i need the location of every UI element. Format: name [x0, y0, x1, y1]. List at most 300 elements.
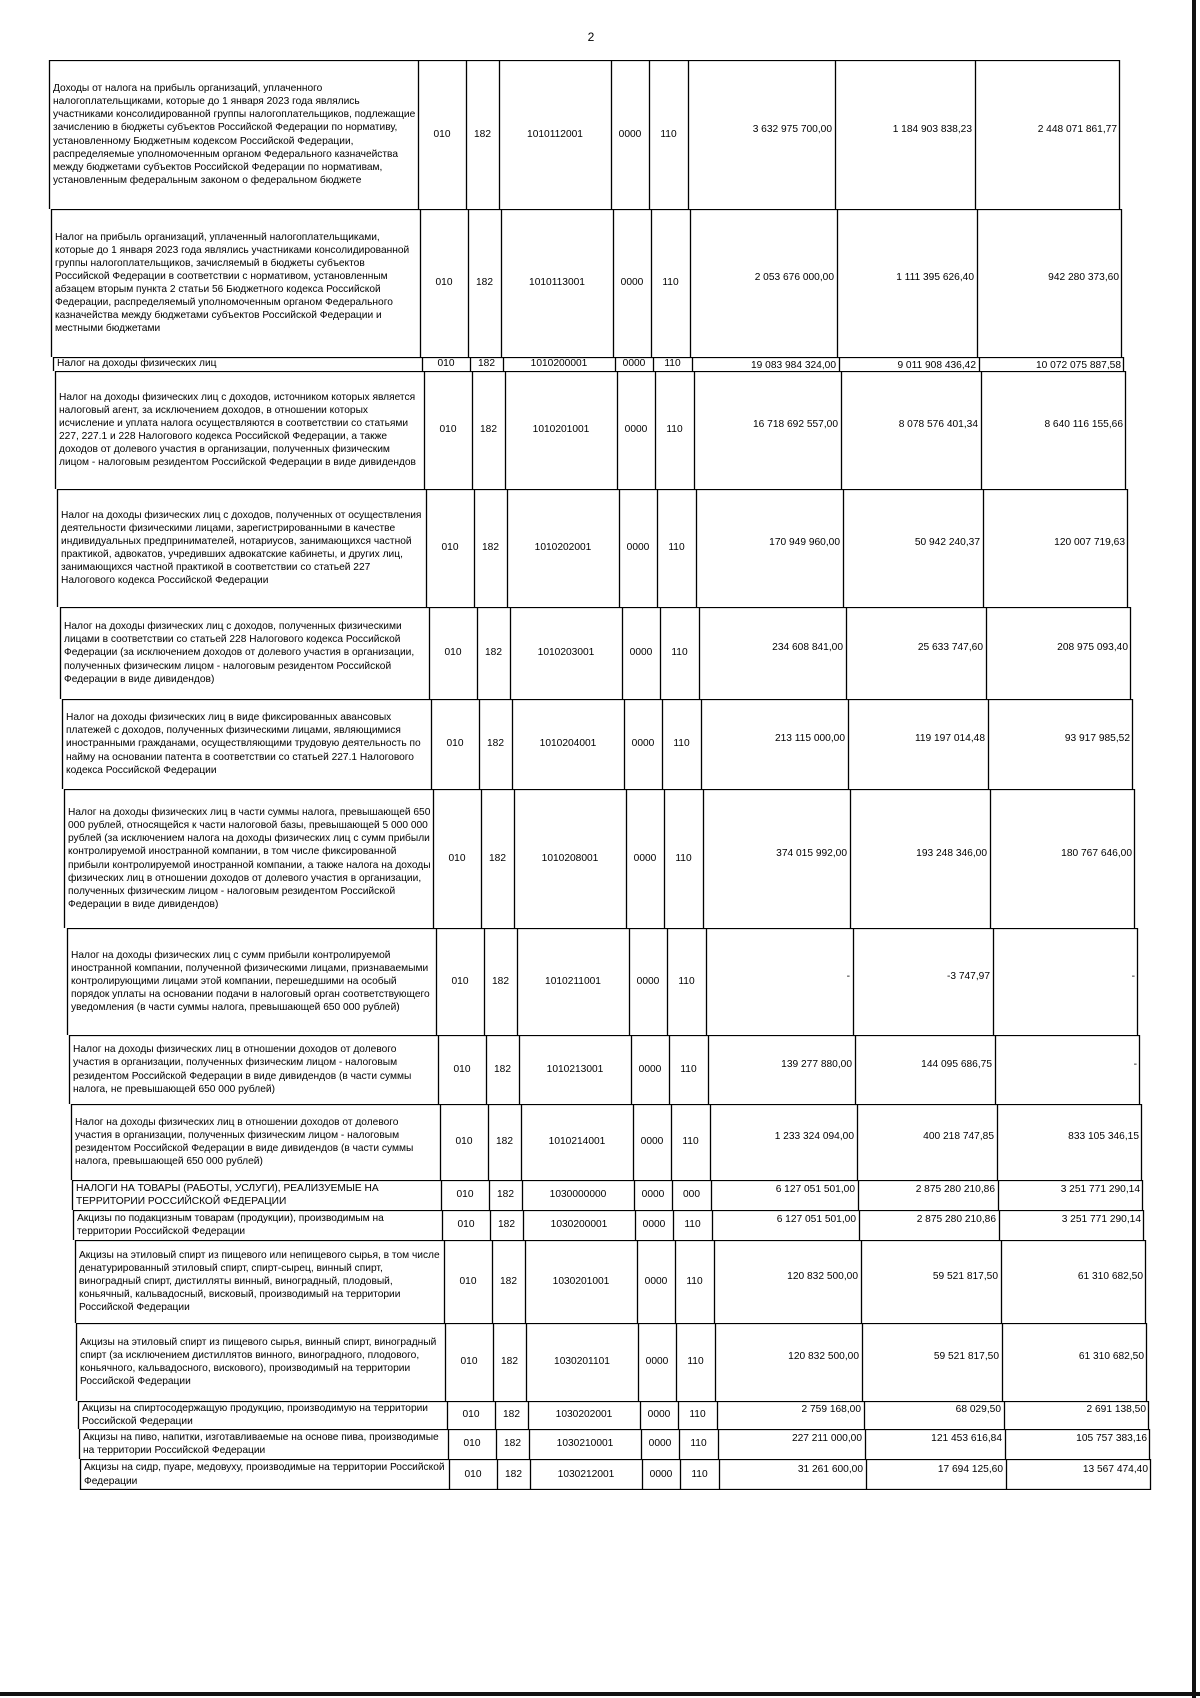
executed-text: 121 453 616,84 — [931, 1433, 1002, 1444]
cell-plan — [688, 60, 835, 209]
table-row — [0, 928, 1200, 1035]
unexecuted-text: 61 310 682,50 — [1078, 1351, 1144, 1362]
cell-name — [75, 1240, 444, 1323]
cell-line-code — [422, 357, 470, 371]
cell-line-code — [441, 1180, 489, 1210]
cell-line-code — [426, 489, 474, 607]
cell-line-code — [448, 1429, 496, 1459]
kbk-text: 1010202001 — [534, 542, 592, 554]
program-text: 0000 — [648, 1438, 672, 1450]
cell-unexecuted — [975, 60, 1120, 209]
cell-program — [641, 1429, 679, 1459]
line-code-text: 010 — [462, 1409, 480, 1421]
cell-program — [640, 1401, 678, 1429]
kbk-text: 1010200001 — [530, 358, 588, 370]
cell-program — [619, 489, 657, 607]
kbk-text: 1030000000 — [549, 1189, 607, 1201]
plan-text: 120 832 500,00 — [788, 1351, 859, 1362]
cell-admin — [479, 699, 512, 789]
cell-program — [637, 1240, 675, 1323]
cell-plan — [719, 1459, 866, 1490]
cell-executed — [855, 1035, 995, 1104]
kosgu-text: 110 — [682, 1136, 699, 1148]
cell-plan — [711, 1180, 858, 1210]
kosgu-text: 110 — [680, 1063, 697, 1075]
cell-plan — [703, 789, 850, 928]
executed-text: 2 875 280 210,86 — [915, 1184, 995, 1195]
admin-text: 182 — [498, 1219, 515, 1231]
cell-plan — [701, 699, 848, 789]
cell-plan — [718, 1429, 865, 1459]
cell-executed — [857, 1104, 997, 1180]
cell-kbk — [512, 699, 624, 789]
table-row — [0, 699, 1200, 789]
unexecuted-text: 61 310 682,50 — [1077, 1271, 1143, 1282]
cell-kbk — [525, 1240, 637, 1323]
cell-program — [642, 1459, 680, 1490]
cell-kosgu — [680, 1459, 719, 1490]
name-text: Акцизы на этиловый спирт из пищевого или непищевого сырья, в том числе денатурированный этиловый спирт, спирт-сырец, винный спирт, виноградный спирт, дистилляты винный, виноградный, плодовый, коньячный, кальвадосный, висковый, производимый на территории Российской Федерации — [79, 1249, 440, 1314]
admin-text: 182 — [480, 424, 497, 436]
kbk-text: 1010214001 — [548, 1136, 606, 1148]
kbk-text: 1030202001 — [555, 1409, 613, 1421]
cell-name — [51, 209, 420, 357]
table-row — [0, 789, 1200, 928]
table-row — [0, 1180, 1200, 1210]
cell-unexecuted — [995, 1035, 1140, 1104]
kbk-text: 1030212001 — [557, 1468, 615, 1480]
cell-unexecuted — [998, 1180, 1143, 1210]
admin-text: 182 — [474, 128, 491, 140]
admin-text: 182 — [485, 647, 502, 659]
cell-name — [73, 1210, 442, 1240]
kbk-text: 1030201101 — [554, 1356, 610, 1368]
cell-program — [629, 928, 667, 1035]
cell-name — [79, 1429, 448, 1459]
admin-text: 182 — [497, 1189, 514, 1201]
cell-kbk — [505, 371, 617, 489]
cell-name — [76, 1323, 445, 1401]
cell-kbk — [528, 1401, 640, 1429]
cell-kosgu — [671, 1104, 710, 1180]
table-row — [0, 209, 1200, 357]
executed-text: 193 248 346,00 — [916, 848, 987, 859]
cell-unexecuted — [979, 357, 1124, 371]
admin-text: 182 — [492, 975, 509, 987]
unexecuted-text: 2 448 071 861,77 — [1037, 124, 1117, 135]
line-code-text: 010 — [437, 358, 455, 370]
plan-text: 19 083 984 324,00 — [751, 360, 836, 371]
program-text: 0000 — [638, 1063, 662, 1075]
kbk-text: 1010213001 — [546, 1063, 604, 1075]
cell-unexecuted — [981, 371, 1126, 489]
program-text: 0000 — [644, 1275, 668, 1287]
cell-kosgu — [679, 1429, 718, 1459]
admin-text: 182 — [496, 1136, 513, 1148]
cell-program — [635, 1210, 673, 1240]
unexecuted-text: 105 757 383,16 — [1076, 1433, 1147, 1444]
unexecuted-text: 833 105 346,15 — [1068, 1131, 1139, 1142]
kosgu-text: 110 — [684, 1219, 701, 1231]
cell-name — [55, 371, 424, 489]
program-text: 0000 — [647, 1409, 671, 1421]
program-text: 0000 — [620, 277, 644, 289]
cell-program — [611, 60, 649, 209]
cell-plan — [715, 1323, 862, 1401]
kbk-text: 1030200001 — [550, 1219, 608, 1231]
cell-name — [60, 607, 429, 699]
unexecuted-text: 93 917 985,52 — [1064, 733, 1130, 744]
line-code-text: 010 — [457, 1219, 475, 1231]
cell-admin — [484, 928, 517, 1035]
kbk-text: 1030201001 — [552, 1275, 610, 1287]
cell-name — [62, 699, 431, 789]
cell-admin — [477, 607, 510, 699]
line-code-text: 010 — [460, 1356, 478, 1368]
cell-kbk — [529, 1429, 641, 1459]
cell-name — [64, 789, 433, 928]
cell-plan — [712, 1210, 859, 1240]
line-code-text: 010 — [453, 1063, 471, 1075]
table-row — [0, 1401, 1200, 1429]
plan-text: 6 127 051 501,00 — [776, 1214, 856, 1225]
cell-kbk — [514, 789, 626, 928]
cell-admin — [488, 1104, 521, 1180]
cell-program — [631, 1035, 669, 1104]
program-text: 0000 — [633, 852, 657, 864]
plan-text: 213 115 000,00 — [774, 733, 845, 744]
cell-plan — [696, 489, 843, 607]
cell-name — [53, 357, 422, 371]
program-text: 0000 — [624, 424, 648, 436]
cell-name — [67, 928, 436, 1035]
cell-line-code — [444, 1240, 492, 1323]
cell-unexecuted — [1005, 1429, 1150, 1459]
cell-admin — [481, 789, 514, 928]
cell-kbk — [521, 1104, 633, 1180]
kbk-text: 1010203001 — [537, 647, 595, 659]
program-text: 0000 — [622, 358, 646, 370]
kosgu-text: 110 — [664, 358, 681, 370]
kosgu-text: 110 — [691, 1468, 708, 1480]
cell-program — [613, 209, 651, 357]
executed-text: 119 197 014,48 — [914, 733, 985, 744]
cell-kbk — [503, 357, 615, 371]
cell-executed — [862, 1323, 1002, 1401]
line-code-text: 010 — [451, 975, 469, 987]
name-text: Акцизы на спиртосодержащую продукцию, производимую на территории Российской Федерации — [82, 1402, 428, 1427]
table-row — [0, 1210, 1200, 1240]
name-text: Налог на доходы физических лиц с сумм прибыли контролируемой иностранной компании, полученной физическими лицами, признаваемыми контролирующими лицами этой компании, перешедшими на особый порядок уплаты на основании подачи в налоговый орган соответствующего уведомления (в части суммы налога, превышающей 650 000 рублей) — [71, 949, 430, 1014]
cell-program — [615, 357, 653, 371]
program-text: 0000 — [642, 1219, 666, 1231]
kosgu-text: 110 — [662, 277, 679, 289]
name-text: Налог на доходы физических лиц в отношении доходов от долевого участия в организации, полученных физическим лицом - налоговым резидентом Российской Федерации в виде дивидендов (в части суммы налога, превышающей 650 000 рублей) — [75, 1116, 414, 1168]
line-code-text: 010 — [441, 542, 459, 554]
cell-executed — [835, 60, 975, 209]
cell-unexecuted — [986, 607, 1131, 699]
cell-kosgu — [676, 1323, 715, 1401]
table-row — [0, 1240, 1200, 1323]
executed-text: 1 184 903 838,23 — [892, 124, 972, 135]
cell-kbk — [507, 489, 619, 607]
cell-plan — [714, 1240, 861, 1323]
cell-kosgu — [660, 607, 699, 699]
cell-kosgu — [649, 60, 688, 209]
cell-plan — [706, 928, 853, 1035]
cell-executed — [861, 1240, 1001, 1323]
admin-text: 182 — [504, 1438, 521, 1450]
cell-admin — [490, 1210, 523, 1240]
cell-executed — [837, 209, 977, 357]
cell-admin — [497, 1459, 530, 1490]
kbk-text: 1010204001 — [539, 738, 597, 750]
unexecuted-text: 8 640 116 155,66 — [1044, 419, 1123, 430]
cell-program — [624, 699, 662, 789]
cell-kbk — [510, 607, 622, 699]
name-text: Налог на доходы физических лиц — [57, 358, 217, 370]
cell-name — [57, 489, 426, 607]
cell-unexecuted — [993, 928, 1138, 1035]
plan-text: 31 261 600,00 — [797, 1464, 863, 1475]
kosgu-text: 110 — [690, 1438, 707, 1450]
plan-text: 2 759 168,00 — [801, 1404, 861, 1415]
line-code-text: 010 — [459, 1275, 477, 1287]
cell-kosgu — [655, 371, 694, 489]
admin-text: 182 — [505, 1468, 522, 1480]
table-row — [0, 489, 1200, 607]
cell-kbk — [517, 928, 629, 1035]
cell-program — [622, 607, 660, 699]
cell-name — [80, 1459, 449, 1490]
name-text: Доходы от налога на прибыль организаций, уплаченного налогоплательщиками, которые до 1 января 2023 года являлись участниками консолидированной группы налогоплательщиков, подлежащие зачислению в бюджеты субъектов Российской Федерации по нормативу, установленному Бюджетным кодексом Российской Федерации, распределяемые уполномоченным органом Федерального казначейства между бюджетами субъектов Российской Федерации по нормативам, установленным федеральным законом о федеральном бюджете — [53, 83, 416, 186]
cell-plan — [694, 371, 841, 489]
name-text: Налог на доходы физических лиц в части суммы налога, превышающей 650 000 рублей, относящейся к части налоговой базы, превышающей 5 000 000 рублей (за исключением налога на доходы физических лиц с сумм прибыли контролируемой иностранной компании, в том числе фиксированной прибыли контролируемой иностранной компании, а также налога на доходы физических лиц в отношении доходов от долевого участия в организации, полученных физическим лицом - налоговым резидентом Российской Федерации в виде дивидендов) — [68, 807, 431, 910]
cell-unexecuted — [990, 789, 1135, 928]
cell-unexecuted — [983, 489, 1128, 607]
cell-plan — [692, 357, 839, 371]
cell-admin — [495, 1401, 528, 1429]
plan-text: 6 127 051 501,00 — [775, 1184, 855, 1195]
cell-plan — [717, 1401, 864, 1429]
line-code-text: 010 — [455, 1136, 473, 1148]
table-row — [0, 1035, 1200, 1104]
cell-name — [49, 60, 418, 209]
program-text: 0000 — [641, 1189, 665, 1201]
cell-executed — [850, 789, 990, 928]
cell-executed — [846, 607, 986, 699]
cell-line-code — [418, 60, 466, 209]
unexecuted-text: 10 072 075 887,58 — [1036, 360, 1121, 371]
line-code-text: 010 — [439, 424, 457, 436]
kosgu-text: 110 — [668, 542, 685, 554]
program-text: 0000 — [631, 738, 655, 750]
executed-text: 68 029,50 — [955, 1404, 1001, 1415]
line-code-text: 010 — [446, 738, 464, 750]
cell-kbk — [530, 1459, 642, 1490]
cell-kosgu — [678, 1401, 717, 1429]
cell-unexecuted — [1006, 1459, 1151, 1490]
kosgu-text: 110 — [671, 647, 688, 659]
unexecuted-text: 3 251 771 290,14 — [1061, 1214, 1141, 1225]
plan-text: 120 832 500,00 — [787, 1271, 858, 1282]
name-text: Акцизы на пиво, напитки, изготавливаемые на основе пива, производимые на территории Российской Федерации — [83, 1431, 439, 1456]
executed-text: 9 011 908 436,42 — [897, 360, 976, 371]
cell-admin — [492, 1240, 525, 1323]
name-text: Налог на доходы физических лиц с доходов, полученных физическими лицами в соответствии со статьей 228 Налогового кодекса Российской Федерации (за исключением доходов от долевого участия в организации, полученных физическим лицом - налоговым резидентом Российской Федерации в виде дивидендов) — [64, 621, 415, 685]
kosgu-text: 110 — [673, 738, 690, 750]
program-text: 0000 — [640, 1136, 664, 1148]
name-text: Налог на прибыль организаций, уплаченный налогоплательщиками, которые до 1 января 2023 года являлись участниками консолидированной группы налогоплательщиков, зачисляемый в бюджеты субъектов Российской Федерации в соответствии с нормативом, установленным абзацем вторым пункта 2 статьи 56 Бюджетного кодекса Российской Федерации, распределяемый уполномоченным органом Федерального казначейства между бюджетами субъектов Российской Федерации и местными бюджетами — [55, 231, 410, 335]
program-text: 0000 — [645, 1356, 669, 1368]
executed-text: 59 521 817,50 — [933, 1351, 999, 1362]
name-text: Акцизы по подакцизным товарам (продукции), производимым на территории Российской Федерации — [77, 1212, 384, 1237]
plan-text: 227 211 000,00 — [791, 1433, 862, 1444]
line-code-text: 010 — [433, 128, 451, 140]
name-text: Акцизы на этиловый спирт из пищевого сырья, винный спирт, виноградный спирт (за исключением дистиллятов винного, виноградного, плодового, коньячного, кальвадосного, вискового), производимый на территории Российской Федерации — [80, 1336, 437, 1388]
cell-name — [69, 1035, 438, 1104]
executed-text: 50 942 240,37 — [914, 537, 980, 548]
cell-kosgu — [669, 1035, 708, 1104]
plan-text: 16 718 692 557,00 — [753, 419, 838, 430]
executed-text: 17 694 125,60 — [937, 1464, 1003, 1475]
cell-executed — [864, 1401, 1004, 1429]
cell-admin — [493, 1323, 526, 1401]
plan-text: 234 608 841,00 — [772, 642, 843, 653]
cell-name — [72, 1180, 441, 1210]
cell-admin — [470, 357, 503, 371]
line-code-text: 010 — [444, 647, 462, 659]
executed-text: 25 633 747,60 — [917, 642, 983, 653]
program-text: 0000 — [618, 128, 642, 140]
cell-kosgu — [651, 209, 690, 357]
plan-text: 1 233 324 094,00 — [774, 1131, 854, 1142]
cell-kbk — [519, 1035, 631, 1104]
cell-kosgu — [662, 699, 701, 789]
cell-unexecuted — [1004, 1401, 1149, 1429]
cell-kosgu — [672, 1180, 711, 1210]
cell-program — [617, 371, 655, 489]
page-number: 2 — [587, 30, 595, 44]
cell-line-code — [436, 928, 484, 1035]
cell-plan — [699, 607, 846, 699]
executed-text: 400 218 747,85 — [923, 1131, 994, 1142]
cell-executed — [858, 1180, 998, 1210]
kosgu-text: 110 — [678, 975, 695, 987]
cell-program — [638, 1323, 676, 1401]
table-row — [0, 1429, 1200, 1459]
cell-executed — [841, 371, 981, 489]
cell-executed — [866, 1459, 1006, 1490]
cell-unexecuted — [1002, 1323, 1147, 1401]
name-text: Акцизы на сидр, пуаре, медовуху, производимые на территории Российской Федерации — [84, 1462, 445, 1487]
program-text: 0000 — [636, 975, 660, 987]
cell-unexecuted — [999, 1210, 1144, 1240]
cell-kosgu — [653, 357, 692, 371]
cell-line-code — [449, 1459, 497, 1490]
cell-admin — [474, 489, 507, 607]
plan-text: - — [846, 971, 850, 982]
cell-kosgu — [673, 1210, 712, 1240]
cell-executed — [839, 357, 979, 371]
kosgu-text: 110 — [660, 128, 677, 140]
scan-border-bottom — [0, 1692, 1200, 1696]
admin-text: 182 — [501, 1356, 518, 1368]
table-row — [0, 371, 1200, 489]
kbk-text: 1010211001 — [545, 975, 601, 987]
admin-text: 182 — [487, 738, 504, 750]
name-text: Налог на доходы физических лиц с доходов, полученных от осуществления деятельности физическими лицами, зарегистрированными в качестве индивидуальных предпринимателей, нотариусов, занимающихся частной практикой, адвокатов, учредивших адвокатские кабинеты, и других лиц, занимающихся частной практикой в соответствии со статьей 227 Налогового кодекса Российской Федерации — [61, 509, 422, 587]
cell-line-code — [433, 789, 481, 928]
plan-text: 170 949 960,00 — [769, 537, 840, 548]
cell-admin — [496, 1429, 529, 1459]
kosgu-text: 110 — [675, 852, 692, 864]
cell-plan — [710, 1104, 857, 1180]
name-text: Налог на доходы физических лиц в виде фиксированных авансовых платежей с доходов, полученных физическими лицами, являющимися иностранными гражданами, осуществляющими трудовую деятельность по найму на основании патента в соответствии со статьей 227.1 Налогового кодекса Российской Федерации — [66, 712, 421, 776]
cell-line-code — [445, 1323, 493, 1401]
table-row — [0, 357, 1200, 371]
table-row — [0, 1323, 1200, 1401]
unexecuted-text: - — [1131, 971, 1135, 982]
kosgu-text: 000 — [683, 1189, 700, 1201]
line-code-text: 010 — [448, 852, 466, 864]
cell-kbk — [522, 1180, 634, 1210]
admin-text: 182 — [476, 277, 493, 289]
cell-admin — [489, 1180, 522, 1210]
admin-text: 182 — [489, 852, 506, 864]
unexecuted-text: 180 767 646,00 — [1061, 848, 1132, 859]
table-row — [0, 60, 1200, 209]
cell-plan — [690, 209, 837, 357]
cell-kosgu — [667, 928, 706, 1035]
kosgu-text: 110 — [686, 1275, 703, 1287]
unexecuted-text: 2 691 138,50 — [1086, 1404, 1146, 1415]
cell-line-code — [438, 1035, 486, 1104]
cell-kbk — [501, 209, 613, 357]
line-code-text: 010 — [463, 1438, 481, 1450]
kosgu-text: 110 — [689, 1409, 706, 1421]
cell-program — [626, 789, 664, 928]
admin-text: 182 — [494, 1063, 511, 1075]
cell-line-code — [442, 1210, 490, 1240]
unexecuted-text: 120 007 719,63 — [1054, 537, 1125, 548]
plan-text: 139 277 880,00 — [781, 1059, 852, 1070]
admin-text: 182 — [500, 1275, 517, 1287]
cell-unexecuted — [977, 209, 1122, 357]
name-text: НАЛОГИ НА ТОВАРЫ (РАБОТЫ, УСЛУГИ), РЕАЛИЗУЕМЫЕ НА ТЕРРИТОРИИ РОССИЙСКОЙ ФЕДЕРАЦИИ — [76, 1182, 379, 1207]
plan-text: 2 053 676 000,00 — [754, 272, 834, 283]
cell-plan — [708, 1035, 855, 1104]
admin-text: 182 — [482, 542, 499, 554]
scan-border-right — [1192, 0, 1196, 1698]
admin-text: 182 — [503, 1409, 520, 1421]
cell-admin — [486, 1035, 519, 1104]
table-row — [0, 1459, 1200, 1490]
kosgu-text: 110 — [687, 1356, 704, 1368]
unexecuted-text: - — [1133, 1059, 1137, 1070]
executed-text: 144 095 686,75 — [921, 1059, 992, 1070]
kbk-text: 1010113001 — [529, 277, 585, 289]
cell-name — [78, 1401, 447, 1429]
executed-text: 59 521 817,50 — [932, 1271, 998, 1282]
kbk-text: 1010112001 — [527, 128, 583, 140]
table-row — [0, 607, 1200, 699]
unexecuted-text: 942 280 373,60 — [1048, 272, 1119, 283]
cell-program — [633, 1104, 671, 1180]
executed-text: 8 078 576 401,34 — [898, 419, 978, 430]
kbk-text: 1010208001 — [541, 852, 599, 864]
name-text: Налог на доходы физических лиц с доходов, источником которых является налоговый агент, за исключением доходов, в отношении которых исчисление и уплата налога осуществляются в соответствии со статьями 227, 227.1 и 228 Налогового кодекса Российской Федерации, а также доходов от долевого участия в организации, полученных физическим лицом - налоговым резидентом Российской Федерации в виде дивидендов — [59, 391, 416, 469]
